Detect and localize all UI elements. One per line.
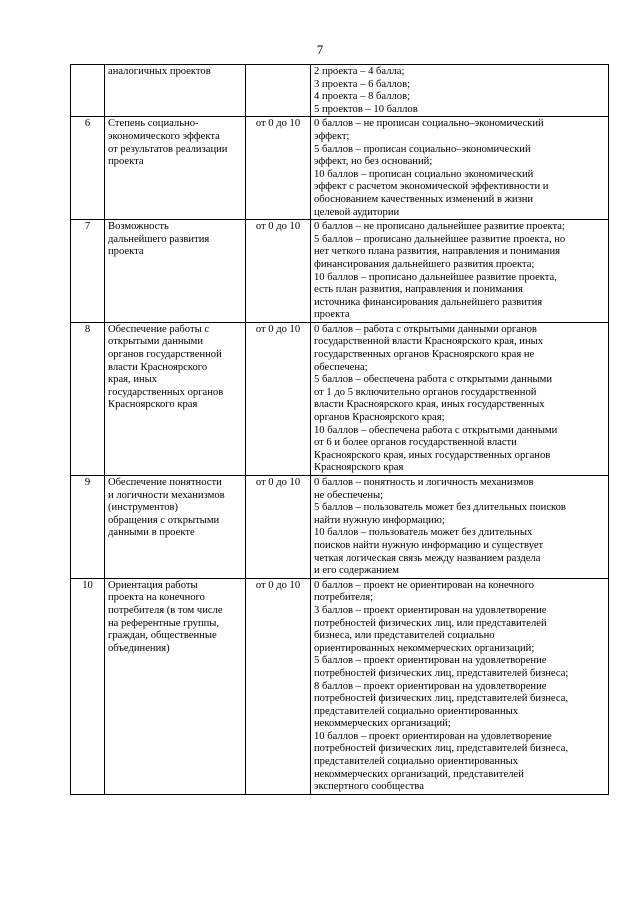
criterion-line: органов государственной [108, 349, 222, 361]
score-line: 5 баллов – обеспечена работа с открытыми данными [314, 374, 553, 386]
criteria-table-body [71, 65, 609, 795]
score-line: от 1 до 5 включительно органов государственной [314, 386, 537, 398]
score-line: представителей социально ориентированных [314, 756, 519, 768]
score-line: некоммерческих организаций; [314, 718, 451, 730]
criterion-line: данными в проекте [108, 527, 195, 539]
scoring-description [311, 476, 609, 579]
criteria-table [70, 64, 609, 795]
scoring-description [311, 220, 609, 323]
criterion-line: на референтные группы, [108, 617, 220, 629]
criterion-line: обращения с открытыми [108, 514, 220, 526]
criterion-cell [105, 117, 246, 220]
score-line: Красноярского края, иных государственных органов [314, 449, 551, 461]
score-line: эффект с расчетом экономической эффективности и [314, 181, 549, 193]
scoring-description [311, 117, 609, 220]
score-line: найти нужную информацию; [314, 514, 445, 526]
criterion-line: проекта на конечного [108, 592, 205, 604]
criterion-line: от результатов реализации [108, 143, 228, 155]
score-line: источника финансирования дальнейшего развития [314, 296, 543, 308]
score-line: четкая логическая связь между названием раздела [314, 552, 541, 564]
score-range: от 0 до 10 [246, 220, 311, 323]
score-line: экспертного сообщества [314, 781, 424, 793]
score-line: есть план развития, направления и понимания [314, 284, 523, 296]
score-line: органов Красноярского края; [314, 412, 445, 424]
page-number: 7 [316, 42, 324, 57]
score-line: Красноярского края [314, 462, 404, 474]
score-line: от 6 и более органов государственной власти [314, 437, 517, 449]
score-line: 5 баллов – прописан социально–экономический [314, 143, 531, 155]
score-line: 2 проекта – 4 балла; [314, 66, 405, 77]
row-number: 10 [71, 578, 105, 794]
score-line: 5 баллов – пользователь может без длительных поисков [314, 502, 566, 514]
criterion-line: Возможность [108, 221, 169, 233]
criterion-line: экономического эффекта [108, 130, 220, 142]
table-row [71, 117, 609, 220]
criterion-cell [105, 322, 246, 475]
criterion-line: аналогичных проектов [108, 66, 211, 77]
scoring-description [311, 578, 609, 794]
score-line: 0 баллов – работа с открытыми данными органов [314, 323, 537, 335]
score-line: 10 баллов – прописано дальнейшее развитие проекта, [314, 271, 557, 283]
row-number: 6 [71, 117, 105, 220]
score-line: государственной власти Красноярского края, иных [314, 336, 544, 348]
scoring-description [311, 65, 609, 117]
score-line: целевой аудитории [314, 206, 400, 218]
score-line: потребностей физических лиц, представителей бизнеса, [314, 693, 569, 705]
table-row [71, 578, 609, 794]
score-range: от 0 до 10 [246, 476, 311, 579]
score-line: поисков найти нужную информацию и существует [314, 539, 544, 551]
score-line: 10 баллов – проект ориентирован на удовлетворение [314, 730, 552, 742]
score-line: ориентированных некоммерческих организаций; [314, 642, 535, 654]
criterion-line: граждан, общественные [108, 630, 217, 642]
score-line: 8 баллов – проект ориентирован на удовлетворение [314, 680, 547, 692]
score-line: обеспечена; [314, 361, 368, 373]
score-line: и его содержанием [314, 565, 399, 577]
score-range: от 0 до 10 [246, 578, 311, 794]
score-line: 10 баллов – пользователь может без длительных [314, 527, 533, 539]
criterion-line: Ориентация работы [108, 579, 198, 591]
score-line: представителей социально ориентированных [314, 705, 519, 717]
score-line: 0 баллов – не прописан социально–экономический [314, 118, 544, 130]
row-number: 7 [71, 220, 105, 323]
criterion-line: государственных органов [108, 386, 224, 398]
criterion-line: объединения) [108, 642, 170, 654]
score-line: некоммерческих организаций, представителей [314, 768, 524, 780]
criterion-line: открытыми данными [108, 336, 204, 348]
criterion-line: Обеспечение понятности [108, 477, 222, 488]
table-row [71, 65, 609, 117]
score-line: обоснованием качественных изменений в жизни [314, 193, 534, 205]
criterion-line: потребителя (в том числе [108, 604, 223, 616]
criterion-cell [105, 220, 246, 323]
score-line: потребностей физических лиц, представителей бизнеса, [314, 743, 569, 755]
score-line: 3 проекта – 6 баллов; [314, 78, 411, 90]
score-line: государственных органов Красноярского края не [314, 349, 535, 361]
criterion-line: Степень социально- [108, 118, 199, 130]
criterion-line: власти Красноярского [108, 361, 208, 373]
table-row [71, 322, 609, 475]
score-line: бизнеса, или представителей социально [314, 630, 495, 642]
score-line: эффект, но без оснований; [314, 156, 433, 168]
score-line: нет четкого плана развития, направления и понимания [314, 246, 561, 258]
score-range [246, 65, 311, 117]
score-line: 4 проекта – 8 баллов; [314, 91, 411, 103]
criterion-line: Обеспечение работы с [108, 323, 210, 335]
row-number: 8 [71, 322, 105, 475]
score-line: 5 проектов – 10 баллов [314, 103, 418, 115]
score-line: эффект; [314, 130, 350, 142]
score-line: 5 баллов – проект ориентирован на удовлетворение [314, 655, 547, 667]
score-line: потребителя; [314, 592, 374, 604]
score-line: 5 баллов – прописано дальнейшее развитие проекта, но [314, 233, 566, 245]
criterion-line: проекта [108, 156, 144, 168]
criterion-line: края, иных [108, 374, 158, 386]
score-line: потребностей физических лиц, представителей бизнеса; [314, 667, 569, 679]
criterion-line: и логичности механизмов [108, 489, 225, 501]
row-number: 9 [71, 476, 105, 579]
criterion-line: дальнейшего развития [108, 233, 210, 245]
criterion-cell [105, 476, 246, 579]
table-row [71, 476, 609, 579]
criterion-line: Красноярского края [108, 399, 198, 411]
score-line: 0 баллов – не прописано дальнейшее развитие проекта; [314, 221, 565, 233]
score-line: 3 баллов – проект ориентирован на удовлетворение [314, 604, 547, 616]
scoring-description [311, 322, 609, 475]
score-line: не обеспечены; [314, 489, 384, 501]
criterion-cell [105, 578, 246, 794]
criterion-line: проекта [108, 246, 144, 258]
score-line: 10 баллов – обеспечена работа с открытыми данными [314, 424, 558, 436]
score-line: власти Красноярского края, иных государственных [314, 399, 545, 411]
score-range: от 0 до 10 [246, 322, 311, 475]
table-row [71, 220, 609, 323]
row-number [71, 65, 105, 117]
score-line: 0 баллов – проект не ориентирован на конечного [314, 579, 535, 591]
criterion-cell [105, 65, 246, 117]
criterion-line: (инструментов) [108, 502, 179, 514]
score-line: проекта [314, 309, 350, 321]
score-line: 10 баллов – прописан социально экономический [314, 168, 534, 180]
score-line: потребностей физических лиц, или представителей [314, 617, 547, 629]
score-line: финансирования дальнейшего развития проекта; [314, 258, 535, 270]
score-line: 0 баллов – понятность и логичность механизмов [314, 477, 534, 488]
score-range: от 0 до 10 [246, 117, 311, 220]
